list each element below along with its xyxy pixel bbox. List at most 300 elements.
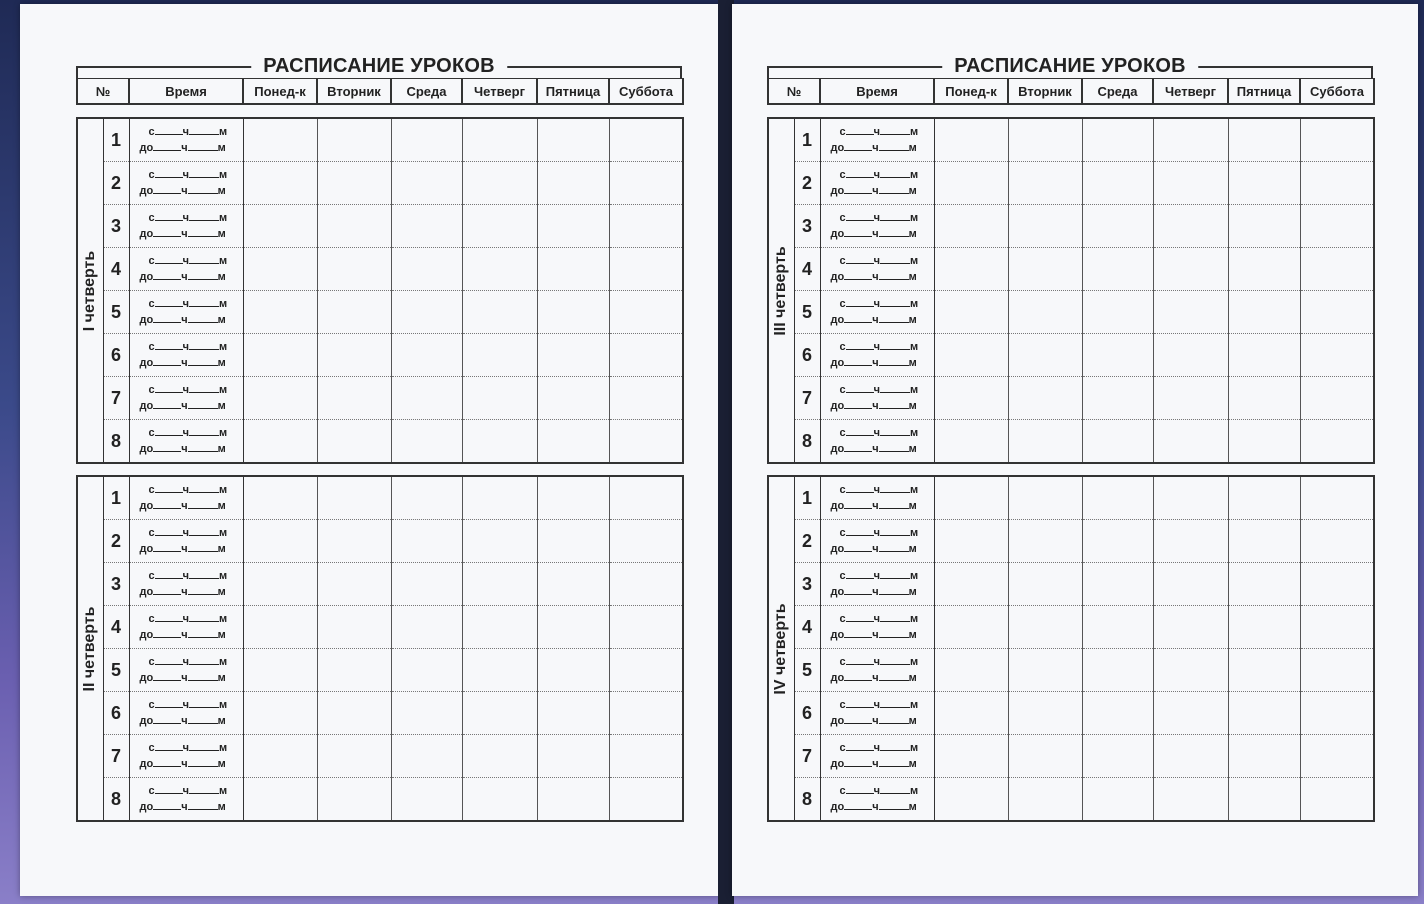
schedule-cell[interactable] <box>1228 735 1300 778</box>
minute-blank[interactable] <box>188 227 218 237</box>
schedule-cell[interactable] <box>934 420 1008 464</box>
schedule-cell[interactable] <box>537 606 609 649</box>
minute-blank[interactable] <box>189 254 219 264</box>
schedule-cell[interactable] <box>609 649 683 692</box>
minute-blank[interactable] <box>880 383 910 393</box>
minute-blank[interactable] <box>880 784 910 794</box>
schedule-cell[interactable] <box>462 606 537 649</box>
minute-blank[interactable] <box>189 340 219 350</box>
minute-blank[interactable] <box>880 254 910 264</box>
schedule-cell[interactable] <box>1008 205 1082 248</box>
schedule-cell[interactable] <box>462 692 537 735</box>
hour-blank[interactable] <box>844 499 872 509</box>
schedule-cell[interactable] <box>609 248 683 291</box>
hour-blank[interactable] <box>153 628 181 638</box>
schedule-cell[interactable] <box>934 205 1008 248</box>
minute-blank[interactable] <box>879 141 909 151</box>
lesson-time-cell[interactable] <box>820 118 934 162</box>
schedule-cell[interactable] <box>243 162 317 205</box>
schedule-cell[interactable] <box>609 606 683 649</box>
schedule-cell[interactable] <box>243 735 317 778</box>
hour-blank[interactable] <box>846 612 874 622</box>
schedule-cell[interactable] <box>1228 205 1300 248</box>
schedule-cell[interactable] <box>1153 248 1228 291</box>
schedule-cell[interactable] <box>1228 162 1300 205</box>
minute-blank[interactable] <box>879 442 909 452</box>
hour-blank[interactable] <box>153 714 181 724</box>
schedule-cell[interactable] <box>934 162 1008 205</box>
hour-blank[interactable] <box>846 383 874 393</box>
schedule-cell[interactable] <box>537 162 609 205</box>
schedule-cell[interactable] <box>1300 778 1374 822</box>
minute-blank[interactable] <box>879 313 909 323</box>
lesson-time-cell[interactable] <box>129 692 243 735</box>
minute-blank[interactable] <box>188 671 218 681</box>
minute-blank[interactable] <box>189 569 219 579</box>
schedule-cell[interactable] <box>537 563 609 606</box>
schedule-cell[interactable] <box>1008 606 1082 649</box>
schedule-cell[interactable] <box>1008 162 1082 205</box>
minute-blank[interactable] <box>879 270 909 280</box>
schedule-cell[interactable] <box>391 563 462 606</box>
lesson-time-cell[interactable] <box>820 520 934 563</box>
hour-blank[interactable] <box>155 168 183 178</box>
minute-blank[interactable] <box>188 313 218 323</box>
schedule-cell[interactable] <box>317 291 391 334</box>
schedule-cell[interactable] <box>1228 334 1300 377</box>
schedule-cell[interactable] <box>317 420 391 464</box>
hour-blank[interactable] <box>155 741 183 751</box>
schedule-cell[interactable] <box>317 520 391 563</box>
schedule-cell[interactable] <box>391 606 462 649</box>
schedule-cell[interactable] <box>1082 606 1153 649</box>
schedule-cell[interactable] <box>317 563 391 606</box>
hour-blank[interactable] <box>153 442 181 452</box>
schedule-cell[interactable] <box>537 291 609 334</box>
minute-blank[interactable] <box>880 211 910 221</box>
minute-blank[interactable] <box>879 628 909 638</box>
minute-blank[interactable] <box>189 784 219 794</box>
lesson-time-cell[interactable] <box>129 334 243 377</box>
minute-blank[interactable] <box>879 800 909 810</box>
lesson-time-cell[interactable] <box>820 162 934 205</box>
schedule-cell[interactable] <box>1082 334 1153 377</box>
schedule-cell[interactable] <box>1082 563 1153 606</box>
schedule-cell[interactable] <box>537 118 609 162</box>
schedule-cell[interactable] <box>317 377 391 420</box>
schedule-cell[interactable] <box>1228 377 1300 420</box>
schedule-cell[interactable] <box>391 118 462 162</box>
schedule-cell[interactable] <box>462 334 537 377</box>
schedule-cell[interactable] <box>1008 520 1082 563</box>
hour-blank[interactable] <box>844 442 872 452</box>
schedule-cell[interactable] <box>1228 248 1300 291</box>
schedule-cell[interactable] <box>1082 420 1153 464</box>
schedule-cell[interactable] <box>243 563 317 606</box>
schedule-cell[interactable] <box>317 692 391 735</box>
hour-blank[interactable] <box>844 270 872 280</box>
schedule-cell[interactable] <box>243 118 317 162</box>
schedule-cell[interactable] <box>391 649 462 692</box>
lesson-time-cell[interactable] <box>129 735 243 778</box>
schedule-cell[interactable] <box>1300 205 1374 248</box>
minute-blank[interactable] <box>879 757 909 767</box>
minute-blank[interactable] <box>880 168 910 178</box>
schedule-cell[interactable] <box>391 735 462 778</box>
minute-blank[interactable] <box>879 499 909 509</box>
lesson-time-cell[interactable] <box>129 476 243 520</box>
schedule-cell[interactable] <box>1082 778 1153 822</box>
hour-blank[interactable] <box>155 612 183 622</box>
minute-blank[interactable] <box>880 340 910 350</box>
minute-blank[interactable] <box>880 741 910 751</box>
minute-blank[interactable] <box>189 426 219 436</box>
schedule-cell[interactable] <box>1153 735 1228 778</box>
hour-blank[interactable] <box>155 125 183 135</box>
schedule-cell[interactable] <box>934 334 1008 377</box>
lesson-time-cell[interactable] <box>129 118 243 162</box>
schedule-cell[interactable] <box>243 520 317 563</box>
schedule-cell[interactable] <box>462 205 537 248</box>
schedule-cell[interactable] <box>934 563 1008 606</box>
schedule-cell[interactable] <box>1228 118 1300 162</box>
schedule-cell[interactable] <box>934 520 1008 563</box>
schedule-cell[interactable] <box>609 735 683 778</box>
schedule-cell[interactable] <box>537 735 609 778</box>
minute-blank[interactable] <box>188 141 218 151</box>
lesson-time-cell[interactable] <box>820 476 934 520</box>
minute-blank[interactable] <box>188 356 218 366</box>
schedule-cell[interactable] <box>934 692 1008 735</box>
schedule-cell[interactable] <box>391 692 462 735</box>
lesson-time-cell[interactable] <box>129 520 243 563</box>
schedule-cell[interactable] <box>1300 606 1374 649</box>
minute-blank[interactable] <box>189 168 219 178</box>
schedule-cell[interactable] <box>391 778 462 822</box>
schedule-cell[interactable] <box>1228 692 1300 735</box>
minute-blank[interactable] <box>879 542 909 552</box>
schedule-cell[interactable] <box>317 118 391 162</box>
schedule-cell[interactable] <box>537 649 609 692</box>
hour-blank[interactable] <box>153 141 181 151</box>
schedule-cell[interactable] <box>317 334 391 377</box>
minute-blank[interactable] <box>880 698 910 708</box>
hour-blank[interactable] <box>844 313 872 323</box>
schedule-cell[interactable] <box>391 248 462 291</box>
schedule-cell[interactable] <box>462 778 537 822</box>
schedule-cell[interactable] <box>1300 649 1374 692</box>
lesson-time-cell[interactable] <box>129 649 243 692</box>
minute-blank[interactable] <box>879 585 909 595</box>
schedule-cell[interactable] <box>243 377 317 420</box>
lesson-time-cell[interactable] <box>820 291 934 334</box>
hour-blank[interactable] <box>844 714 872 724</box>
schedule-cell[interactable] <box>462 291 537 334</box>
schedule-cell[interactable] <box>1228 606 1300 649</box>
schedule-cell[interactable] <box>317 205 391 248</box>
schedule-cell[interactable] <box>1082 735 1153 778</box>
schedule-cell[interactable] <box>1300 118 1374 162</box>
hour-blank[interactable] <box>846 125 874 135</box>
schedule-cell[interactable] <box>609 476 683 520</box>
minute-blank[interactable] <box>879 184 909 194</box>
lesson-time-cell[interactable] <box>129 606 243 649</box>
schedule-cell[interactable] <box>1082 205 1153 248</box>
minute-blank[interactable] <box>880 569 910 579</box>
minute-blank[interactable] <box>188 184 218 194</box>
minute-blank[interactable] <box>880 612 910 622</box>
lesson-time-cell[interactable] <box>820 692 934 735</box>
schedule-cell[interactable] <box>537 778 609 822</box>
schedule-cell[interactable] <box>934 649 1008 692</box>
schedule-cell[interactable] <box>537 205 609 248</box>
schedule-cell[interactable] <box>317 248 391 291</box>
minute-blank[interactable] <box>880 526 910 536</box>
hour-blank[interactable] <box>153 399 181 409</box>
schedule-cell[interactable] <box>537 248 609 291</box>
schedule-cell[interactable] <box>1300 420 1374 464</box>
minute-blank[interactable] <box>880 297 910 307</box>
hour-blank[interactable] <box>153 227 181 237</box>
hour-blank[interactable] <box>846 569 874 579</box>
hour-blank[interactable] <box>153 757 181 767</box>
schedule-cell[interactable] <box>1153 291 1228 334</box>
hour-blank[interactable] <box>155 383 183 393</box>
lesson-time-cell[interactable] <box>129 420 243 464</box>
schedule-cell[interactable] <box>934 476 1008 520</box>
schedule-cell[interactable] <box>537 476 609 520</box>
hour-blank[interactable] <box>153 800 181 810</box>
hour-blank[interactable] <box>844 671 872 681</box>
hour-blank[interactable] <box>846 340 874 350</box>
schedule-cell[interactable] <box>1300 248 1374 291</box>
hour-blank[interactable] <box>846 297 874 307</box>
minute-blank[interactable] <box>189 383 219 393</box>
lesson-time-cell[interactable] <box>820 778 934 822</box>
lesson-time-cell[interactable] <box>820 649 934 692</box>
schedule-cell[interactable] <box>1300 735 1374 778</box>
schedule-cell[interactable] <box>1228 291 1300 334</box>
lesson-time-cell[interactable] <box>820 563 934 606</box>
schedule-cell[interactable] <box>1153 118 1228 162</box>
hour-blank[interactable] <box>846 211 874 221</box>
minute-blank[interactable] <box>189 612 219 622</box>
hour-blank[interactable] <box>155 698 183 708</box>
schedule-cell[interactable] <box>1300 476 1374 520</box>
minute-blank[interactable] <box>188 585 218 595</box>
schedule-cell[interactable] <box>537 334 609 377</box>
hour-blank[interactable] <box>844 628 872 638</box>
schedule-cell[interactable] <box>609 291 683 334</box>
minute-blank[interactable] <box>188 757 218 767</box>
hour-blank[interactable] <box>153 313 181 323</box>
schedule-cell[interactable] <box>1228 649 1300 692</box>
lesson-time-cell[interactable] <box>820 248 934 291</box>
minute-blank[interactable] <box>188 800 218 810</box>
hour-blank[interactable] <box>155 211 183 221</box>
schedule-cell[interactable] <box>609 520 683 563</box>
minute-blank[interactable] <box>189 125 219 135</box>
hour-blank[interactable] <box>846 741 874 751</box>
hour-blank[interactable] <box>844 542 872 552</box>
hour-blank[interactable] <box>844 184 872 194</box>
lesson-time-cell[interactable] <box>820 334 934 377</box>
lesson-time-cell[interactable] <box>129 377 243 420</box>
schedule-cell[interactable] <box>609 563 683 606</box>
hour-blank[interactable] <box>155 655 183 665</box>
hour-blank[interactable] <box>155 297 183 307</box>
schedule-cell[interactable] <box>1153 649 1228 692</box>
hour-blank[interactable] <box>155 569 183 579</box>
schedule-cell[interactable] <box>462 162 537 205</box>
minute-blank[interactable] <box>188 399 218 409</box>
hour-blank[interactable] <box>844 800 872 810</box>
schedule-cell[interactable] <box>1008 692 1082 735</box>
hour-blank[interactable] <box>846 483 874 493</box>
minute-blank[interactable] <box>189 483 219 493</box>
minute-blank[interactable] <box>188 442 218 452</box>
schedule-cell[interactable] <box>243 248 317 291</box>
minute-blank[interactable] <box>880 483 910 493</box>
lesson-time-cell[interactable] <box>820 735 934 778</box>
schedule-cell[interactable] <box>462 563 537 606</box>
schedule-cell[interactable] <box>1153 563 1228 606</box>
schedule-cell[interactable] <box>462 377 537 420</box>
schedule-cell[interactable] <box>1300 692 1374 735</box>
hour-blank[interactable] <box>846 526 874 536</box>
schedule-cell[interactable] <box>609 118 683 162</box>
schedule-cell[interactable] <box>462 476 537 520</box>
schedule-cell[interactable] <box>1300 377 1374 420</box>
hour-blank[interactable] <box>153 356 181 366</box>
schedule-cell[interactable] <box>609 162 683 205</box>
schedule-cell[interactable] <box>537 692 609 735</box>
schedule-cell[interactable] <box>243 649 317 692</box>
schedule-cell[interactable] <box>1300 334 1374 377</box>
schedule-cell[interactable] <box>1153 420 1228 464</box>
schedule-cell[interactable] <box>243 476 317 520</box>
schedule-cell[interactable] <box>609 778 683 822</box>
lesson-time-cell[interactable] <box>129 778 243 822</box>
hour-blank[interactable] <box>153 585 181 595</box>
hour-blank[interactable] <box>155 426 183 436</box>
schedule-cell[interactable] <box>1153 476 1228 520</box>
schedule-cell[interactable] <box>1008 118 1082 162</box>
schedule-cell[interactable] <box>243 778 317 822</box>
schedule-cell[interactable] <box>1082 118 1153 162</box>
schedule-cell[interactable] <box>1082 162 1153 205</box>
schedule-cell[interactable] <box>391 162 462 205</box>
schedule-cell[interactable] <box>609 377 683 420</box>
lesson-time-cell[interactable] <box>129 205 243 248</box>
schedule-cell[interactable] <box>1300 563 1374 606</box>
minute-blank[interactable] <box>188 542 218 552</box>
schedule-cell[interactable] <box>243 291 317 334</box>
schedule-cell[interactable] <box>1082 248 1153 291</box>
schedule-cell[interactable] <box>934 778 1008 822</box>
schedule-cell[interactable] <box>1082 520 1153 563</box>
schedule-cell[interactable] <box>1228 563 1300 606</box>
schedule-cell[interactable] <box>243 334 317 377</box>
hour-blank[interactable] <box>153 499 181 509</box>
schedule-cell[interactable] <box>317 476 391 520</box>
hour-blank[interactable] <box>153 184 181 194</box>
schedule-cell[interactable] <box>1153 205 1228 248</box>
minute-blank[interactable] <box>189 297 219 307</box>
hour-blank[interactable] <box>155 483 183 493</box>
hour-blank[interactable] <box>153 270 181 280</box>
schedule-cell[interactable] <box>462 420 537 464</box>
lesson-time-cell[interactable] <box>820 606 934 649</box>
minute-blank[interactable] <box>879 714 909 724</box>
hour-blank[interactable] <box>155 340 183 350</box>
hour-blank[interactable] <box>844 356 872 366</box>
schedule-cell[interactable] <box>609 334 683 377</box>
minute-blank[interactable] <box>880 125 910 135</box>
schedule-cell[interactable] <box>1153 520 1228 563</box>
schedule-cell[interactable] <box>317 606 391 649</box>
schedule-cell[interactable] <box>537 377 609 420</box>
schedule-cell[interactable] <box>1008 334 1082 377</box>
schedule-cell[interactable] <box>537 420 609 464</box>
schedule-cell[interactable] <box>1008 377 1082 420</box>
minute-blank[interactable] <box>880 655 910 665</box>
schedule-cell[interactable] <box>934 291 1008 334</box>
schedule-cell[interactable] <box>1228 778 1300 822</box>
schedule-cell[interactable] <box>1153 606 1228 649</box>
schedule-cell[interactable] <box>1008 476 1082 520</box>
minute-blank[interactable] <box>189 655 219 665</box>
lesson-time-cell[interactable] <box>129 291 243 334</box>
schedule-cell[interactable] <box>462 649 537 692</box>
minute-blank[interactable] <box>188 270 218 280</box>
hour-blank[interactable] <box>155 254 183 264</box>
schedule-cell[interactable] <box>1300 162 1374 205</box>
schedule-cell[interactable] <box>1153 334 1228 377</box>
schedule-cell[interactable] <box>609 420 683 464</box>
schedule-cell[interactable] <box>609 205 683 248</box>
hour-blank[interactable] <box>846 698 874 708</box>
schedule-cell[interactable] <box>934 118 1008 162</box>
hour-blank[interactable] <box>846 784 874 794</box>
schedule-cell[interactable] <box>1008 420 1082 464</box>
minute-blank[interactable] <box>189 741 219 751</box>
minute-blank[interactable] <box>879 356 909 366</box>
schedule-cell[interactable] <box>1082 649 1153 692</box>
minute-blank[interactable] <box>188 628 218 638</box>
hour-blank[interactable] <box>844 585 872 595</box>
schedule-cell[interactable] <box>462 520 537 563</box>
minute-blank[interactable] <box>880 426 910 436</box>
schedule-cell[interactable] <box>243 692 317 735</box>
minute-blank[interactable] <box>189 211 219 221</box>
schedule-cell[interactable] <box>462 118 537 162</box>
hour-blank[interactable] <box>155 784 183 794</box>
lesson-time-cell[interactable] <box>129 248 243 291</box>
minute-blank[interactable] <box>189 526 219 536</box>
hour-blank[interactable] <box>846 655 874 665</box>
schedule-cell[interactable] <box>1300 520 1374 563</box>
schedule-cell[interactable] <box>462 248 537 291</box>
schedule-cell[interactable] <box>1153 162 1228 205</box>
hour-blank[interactable] <box>844 227 872 237</box>
lesson-time-cell[interactable] <box>129 162 243 205</box>
minute-blank[interactable] <box>188 499 218 509</box>
schedule-cell[interactable] <box>462 735 537 778</box>
schedule-cell[interactable] <box>1082 291 1153 334</box>
schedule-cell[interactable] <box>1228 476 1300 520</box>
schedule-cell[interactable] <box>317 778 391 822</box>
